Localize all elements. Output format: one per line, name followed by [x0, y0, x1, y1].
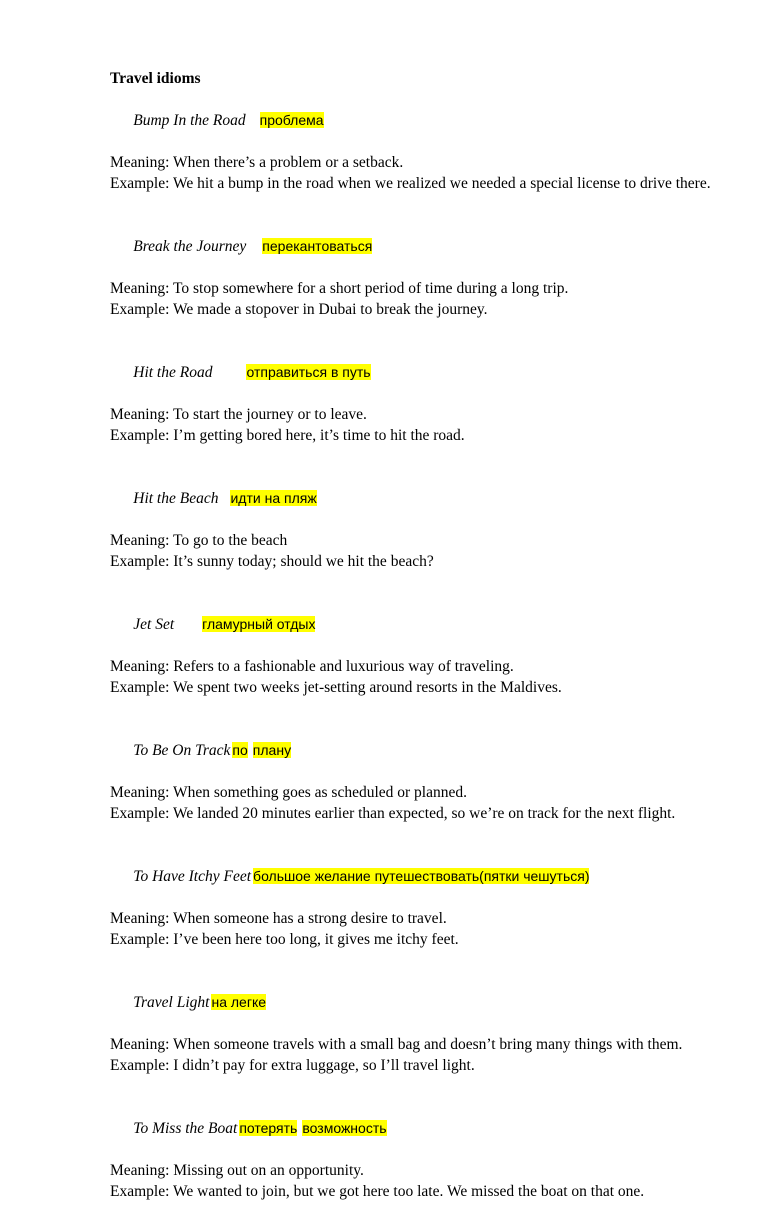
- idiom-meaning: Meaning: When there’s a problem or a setback.: [110, 154, 404, 171]
- idiom-entry: [110, 845, 730, 950]
- idiom-name: Bump In the Road: [133, 112, 246, 129]
- idiom-meaning: Meaning: Missing out on an opportunity.: [110, 1162, 364, 1179]
- idiom-name: Hit the Beach: [133, 490, 219, 507]
- idiom-example: Example: We spent two weeks jet-setting around resorts in the Maldives.: [110, 679, 562, 696]
- translation-highlight: гламурный отдых: [202, 616, 316, 632]
- idiom-example: Example: We wanted to join, but we got here too late. We missed the boat on that one.: [110, 1183, 645, 1200]
- idiom-example: Example: We hit a bump in the road when we realized we needed a special license to drive there.: [110, 175, 711, 192]
- translation-highlight: проблема: [259, 112, 324, 128]
- translation-highlight: плану: [252, 742, 292, 758]
- idiom-example: Example: It’s sunny today; should we hit the beach?: [110, 553, 434, 570]
- translation-highlight: перекантоваться: [262, 238, 373, 254]
- idiom-example: Example: I didn’t pay for extra luggage, so I’ll travel light.: [110, 1057, 475, 1074]
- idiom-entry: [110, 89, 730, 194]
- translation-highlight: большое желание путешествовать(пятки чешуться): [253, 868, 590, 884]
- idiom-entry: [110, 593, 730, 698]
- idiom-entry: [110, 1097, 730, 1202]
- idiom-meaning: Meaning: To go to the beach: [110, 532, 288, 549]
- idiom-meaning: Meaning: Refers to a fashionable and luxurious way of traveling.: [110, 658, 514, 675]
- idiom-example: Example: I’ve been here too long, it gives me itchy feet.: [110, 931, 459, 948]
- idiom-example: Example: I’m getting bored here, it’s time to hit the road.: [110, 427, 465, 444]
- idiom-meaning: Meaning: To start the journey or to leave.: [110, 406, 367, 423]
- translation-highlight: идти на пляж: [230, 490, 317, 506]
- translation-highlight: потерять: [239, 1120, 298, 1136]
- idiom-meaning: Meaning: To stop somewhere for a short period of time during a long trip.: [110, 280, 569, 297]
- translation-highlight: на легке: [211, 994, 267, 1010]
- idiom-entry: [110, 719, 730, 824]
- idiom-entry: [110, 341, 730, 446]
- translation-highlight: возможность: [302, 1120, 387, 1136]
- idiom-meaning: Meaning: When something goes as scheduled or planned.: [110, 784, 467, 801]
- idiom-entry: [110, 215, 730, 320]
- idiom-example: Example: We landed 20 minutes earlier than expected, so we’re on track for the next flight.: [110, 805, 676, 822]
- idiom-name: Travel Light: [133, 994, 210, 1011]
- document-title: Travel idioms: [110, 70, 201, 87]
- translation-highlight: по: [232, 742, 248, 758]
- idiom-name: Break the Journey: [133, 238, 247, 255]
- idiom-name: Hit the Road: [133, 364, 213, 381]
- document-page: [110, 68, 730, 1223]
- idiom-example: Example: We made a stopover in Dubai to break the journey.: [110, 301, 488, 318]
- idiom-name: Jet Set: [133, 616, 175, 633]
- idiom-name: To Be On Track: [133, 742, 231, 759]
- idiom-name: To Miss the Boat: [133, 1120, 238, 1137]
- translation-highlight: отправиться в путь: [246, 364, 371, 380]
- idiom-name: To Have Itchy Feet: [133, 868, 252, 885]
- idiom-meaning: Meaning: When someone travels with a small bag and doesn’t bring many things with them.: [110, 1036, 683, 1053]
- idiom-entry: [110, 467, 730, 572]
- idiom-meaning: Meaning: When someone has a strong desire to travel.: [110, 910, 447, 927]
